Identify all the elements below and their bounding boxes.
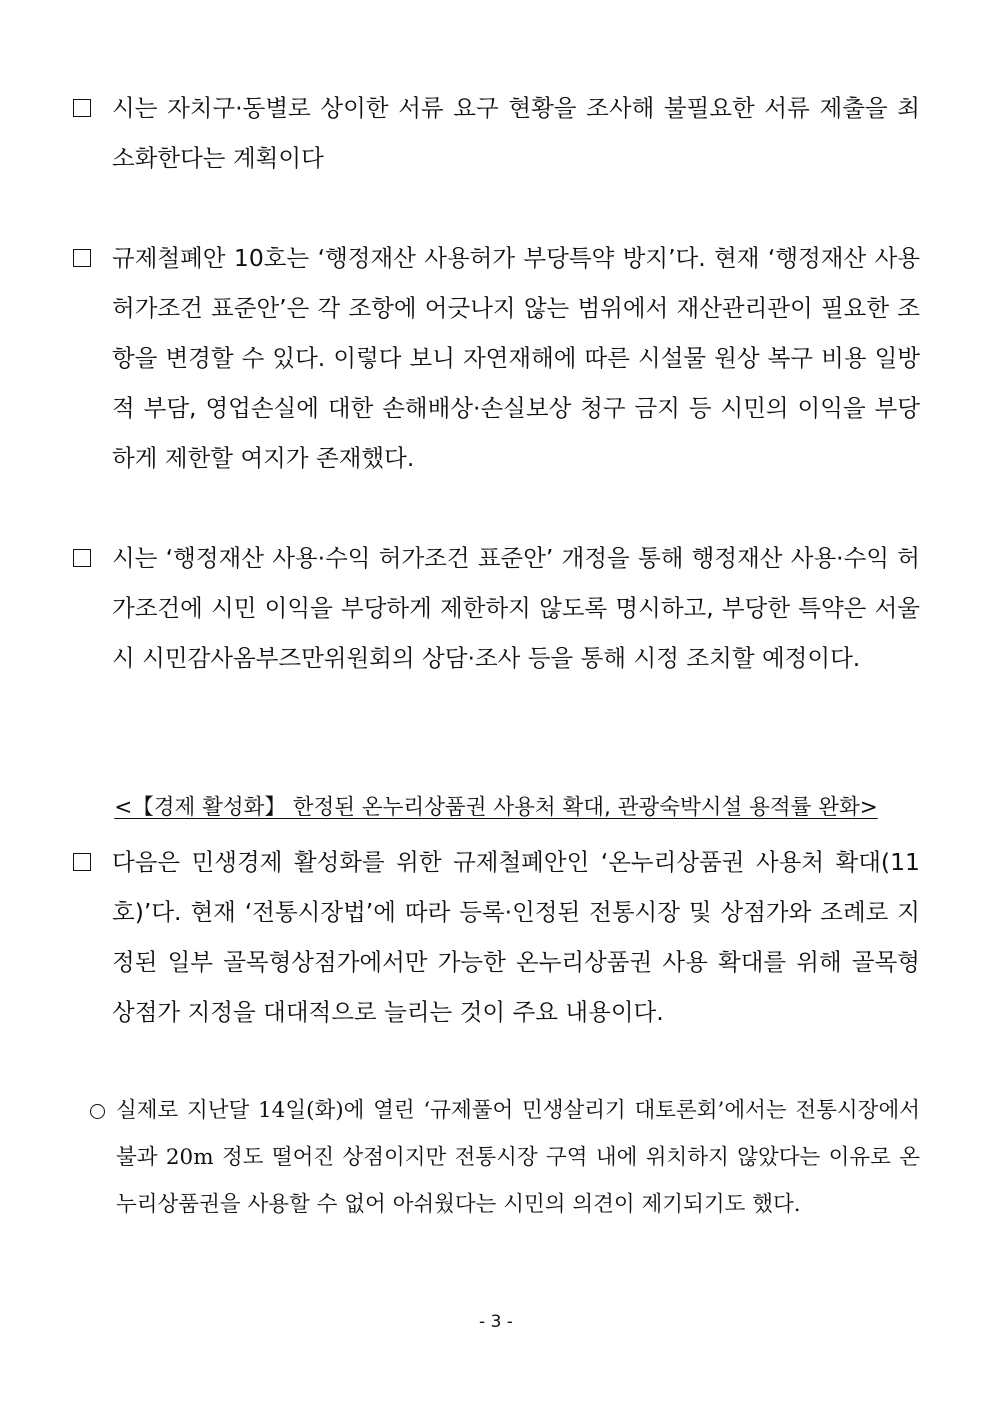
paragraph-1: 시는 자치구·동별로 상이한 서류 요구 현황을 조사해 불필요한 서류 제출을 최소화한다는 계획이다 (112, 94, 920, 172)
square-bullet-icon (73, 549, 91, 567)
section-heading: <【경제 활성화】 한정된 온누리상품권 사용처 확대, 관광숙박시설 용적률 완화> (114, 795, 878, 820)
square-bullet-icon (73, 853, 91, 871)
square-bullet-icon (73, 249, 91, 267)
square-bullet-icon (73, 99, 91, 117)
paragraph-4: 다음은 민생경제 활성화를 위한 규제철폐안인 ‘온누리상품권 사용처 확대(11호)’다. 현재 ‘전통시장법’에 따라 등록·인정된 전통시장 및 상점가와 조례로 지정된 일부 골목형상점가에서만 가능한 온누리상품권 사용 확대를 위해 골목형상점가 지정을 대대적으로 늘리는 것이 주요 내용이다. (112, 848, 920, 1026)
sub-paragraph: 실제로 지난달 14일(화)에 열린 ‘규제풀어 민생살리기 대토론회’에서는 전통시장에서 불과 20m 정도 떨어진 상점이지만 전통시장 구역 내에 위치하지 않았다는 이유로 온누리상품권을 사용할 수 없어 아쉬웠다는 시민의 의견이 제기되기도 했다. (116, 1098, 920, 1217)
paragraph-3: 시는 ‘행정재산 사용·수익 허가조건 표준안’ 개정을 통해 행정재산 사용·수익 허가조건에 시민 이익을 부당하게 제한하지 않도록 명시하고, 부당한 특약은 서울시 시민감사옴부즈만위원회의 상담·조사 등을 통해 시정 조치할 예정이다. (112, 544, 920, 672)
circle-bullet-icon (90, 1104, 105, 1119)
paragraph-2: 규제철폐안 10호는 ‘행정재산 사용허가 부당특약 방지’다. 현재 ‘행정재산 사용 허가조건 표준안’은 각 조항에 어긋나지 않는 범위에서 재산관리관이 필요한 조항을 변경할 수 있다. 이렇다 보니 자연재해에 따른 시설물 원상 복구 비용 일방적 부담, 영업손실에 대한 손해배상·손실보상 청구 금지 등 시민의 이익을 부당하게 제한할 여지가 존재했다. (112, 244, 920, 472)
page-number: - 3 - (479, 1312, 513, 1332)
